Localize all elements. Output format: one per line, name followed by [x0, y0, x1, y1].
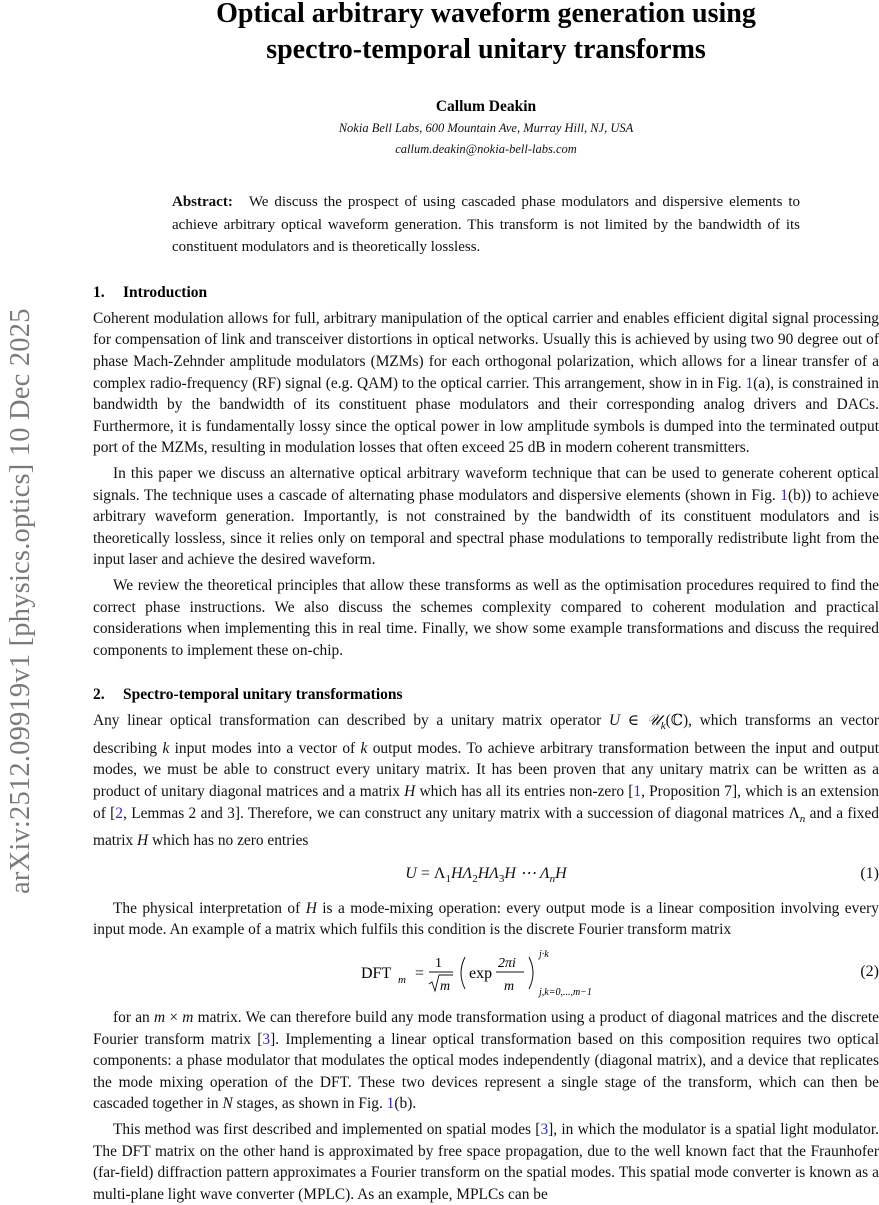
math-symbol: m [153, 1009, 166, 1027]
text-run: which has no zero entries [148, 832, 309, 850]
citation-link[interactable]: 2 [115, 804, 123, 822]
math-symbol: × [165, 1009, 183, 1027]
left-paren [461, 957, 465, 989]
section-heading-unitary-transformations [93, 686, 879, 704]
exp-label: exp [469, 965, 493, 983]
math-symbol: H [555, 864, 567, 882]
text-run: is a mode-mixing operation: every output mode is a linear composition involving every input mode. An example of a matrix which fulfils this condition is the discrete Fourier transform matrix [93, 899, 879, 939]
text-run: , Lemmas 2 and 3]. Therefore, we can construct any unitary matrix with a succession of diagonal matrices Λ [123, 804, 800, 822]
author-affiliation: Nokia Bell Labs, 600 Mountain Ave, Murray Hill, NJ, USA [338, 121, 634, 135]
math-symbol: H [305, 899, 317, 917]
exponent: j·k [539, 949, 549, 961]
paragraph [93, 1007, 879, 1115]
equation-number: (1) [860, 864, 879, 882]
math-symbol: H [404, 783, 416, 801]
equals-sign: = [415, 965, 425, 983]
text-run: stages, as shown in Fig. [232, 1095, 387, 1113]
figure-link[interactable]: 1 [780, 486, 788, 504]
math-symbol: (ℂ) [665, 712, 689, 730]
dft-label: DFT [361, 965, 392, 983]
paragraph [93, 308, 879, 459]
text-run: (b)) to achieve arbitrary waveform generation. Importantly, is not constrained by the bandwidth of its constituent modulators and is theoretically lossless, since it relies only on temporal and spectral phase modulations to temporally redistribute light from the input laser and achieve the desired waveform. [93, 486, 879, 569]
title-line-1: Optical arbitrary waveform generation using [216, 0, 756, 29]
paragraph [93, 1119, 879, 1205]
arxiv-side-identifier: arXiv:2512.09919v1 [physics.optics] 10 Dec 2025 [5, 308, 36, 894]
text-run: output modes. To achieve arbitrary transformation between the input and output modes, we must be able to construct every unitary matrix. It has been proven that any unitary matrix can be written as a product of unitary diagonal matrices and a matrix [93, 739, 879, 801]
paragraph [93, 463, 879, 571]
section-title: Introduction [123, 283, 208, 301]
math-subscript: 1 [445, 872, 451, 885]
sqrt-argument: m [440, 979, 451, 995]
paper-page [93, 0, 879, 1205]
exp-numerator: 2πi [498, 956, 516, 972]
abstract-label: Abstract: [172, 194, 233, 210]
exp-denominator: m [504, 979, 515, 995]
index-range: j,k=0,...,m−1 [539, 987, 592, 999]
dft-formula [361, 943, 661, 1003]
section-heading-introduction [93, 284, 879, 302]
text-run: In this paper we discuss an alternative optical arbitrary waveform technique that can be used to generate coherent optical signals. The technique uses a cascade of alternating phase modulators and dispersive elements (shown in Fig. [93, 464, 879, 504]
math-symbol: ∈ [620, 712, 647, 730]
equation-number: (2) [860, 963, 879, 981]
math-symbol: k [360, 739, 368, 757]
text-run: Any linear optical transformation can described by a unitary matrix operator [93, 712, 609, 730]
text-run: ]. Implementing a linear optical transformation based on this composition requires two optical components: a phase modulator that modulates the optical modes independently (diagonal matrix), and a device that replicates the mode mixing operation of the DFT. These two devices represent a single stage of the transform, which can then be cascaded together in [93, 1030, 879, 1113]
math-symbol: H [137, 832, 149, 850]
math-symbol: k [162, 739, 170, 757]
fraction-numerator: 1 [435, 956, 442, 972]
paper-title [93, 0, 879, 68]
math-symbol: U [405, 864, 417, 882]
section-title: Spectro-temporal unitary transformations [123, 686, 403, 704]
figure-link[interactable]: 1 [386, 1095, 395, 1113]
math-symbol: U [608, 712, 621, 730]
math-symbol: H ⋯ Λ [504, 864, 550, 882]
right-paren [529, 957, 533, 989]
math-symbol: HΛ [477, 864, 499, 882]
paragraph [93, 710, 879, 852]
math-symbol: N [222, 1095, 233, 1113]
math-subscript: k [660, 720, 666, 733]
author-email: callum.deakin@nokia-bell-labs.com [395, 142, 577, 156]
equation-1 [93, 858, 879, 890]
figure-link[interactable]: 1 [745, 374, 754, 392]
section-number: 2. [93, 686, 105, 704]
text-run: This method was first described and implemented on spatial modes [ [113, 1121, 541, 1138]
citation-link[interactable]: 3 [540, 1121, 549, 1138]
text-run: for an [113, 1009, 154, 1027]
dft-subscript: m [398, 974, 406, 987]
equation-2 [93, 943, 879, 1003]
math-subscript: 2 [472, 872, 478, 885]
math-subscript: n [799, 812, 806, 825]
abstract [172, 191, 800, 259]
text-run: matrix. We can therefore build any mode transformation using a product of diagonal matrices and the discrete Fourier transform matrix [ [93, 1009, 879, 1048]
text-run: ], in which the modulator is a spatial light modulator. The DFT matrix on the other hand is approximated by free space propagation, due to the well known fact that the Fraunhofer (far-field) diffraction pattern approximates a Fourier transform on the spatial modes. This spatial mode converter is known as a multi-plane light wave converter (MPLC). As an example, MPLCs can be [93, 1121, 879, 1203]
paragraph: We review the theoretical principles that allow these transforms as well as the optimisation procedures required to find the correct phase instructions. We also discuss the schemes complexity compared to coherent modulation and practical considerations when implementing this in real time. Finally, we show some example transformations and discuss the required components to implement these on-chip. [93, 576, 879, 659]
text-run: (a), is constrained in bandwidth by the bandwidth of its constituent phase modulators and their corresponding analog drivers and DACs. Furthermore, it is fundamentally lossy since the optical power in low amplitude symbols is dumped into the terminated output port of the MZMs, resulting in modulation losses that often exceed 25 dB in modern coherent transmitters. [93, 374, 879, 457]
citation-link[interactable]: 1 [633, 783, 642, 801]
text-run: The physical interpretation of [113, 899, 306, 917]
text-run: and a fixed matrix [93, 804, 879, 850]
math-subscript: 3 [498, 872, 505, 885]
abstract-text: We discuss the prospect of using cascaded phase modulators and dispersive elements to achieve arbitrary optical waveform generation. This transform is not limited by the bandwidth of its constituent modulators and is theoretically lossless. [172, 194, 800, 256]
math-symbol: 𝒰 [646, 712, 661, 730]
text-run: Coherent modulation allows for full, arbitrary manipulation of the optical carrier and enables efficient digital signal processing for compensation of link and transceiver distortions in optical networks. Usually this is achieved by using two 90 degree out of phase Mach-Zehnder amplitude modulators (MZMs) for each orthogonal polarization, which allows for a linear transfer of a complex radio-frequency (RF) signal (e.g. QAM) to the optical carrier. This arrangement, show in in Fig. [93, 309, 879, 392]
title-line-2: spectro-temporal unitary transforms [266, 34, 706, 65]
math-symbol: m [182, 1009, 194, 1027]
citation-link[interactable]: 3 [262, 1030, 271, 1048]
math-symbol: HΛ [450, 864, 473, 882]
author-name: Callum Deakin [435, 98, 537, 115]
math-subscript: n [549, 872, 556, 885]
text-run: , which transforms an vector describing [93, 712, 879, 757]
section-number: 1. [93, 283, 105, 301]
text-run: , Proposition 7], which is an extension of [ [93, 783, 879, 822]
math-symbol: = [416, 864, 434, 882]
text-run: which has all its entries non-zero [ [415, 783, 634, 801]
paragraph [93, 898, 879, 941]
text-run: input modes into a vector of [169, 739, 361, 757]
text-run: (b). [394, 1095, 417, 1113]
math-symbol: Λ [433, 864, 446, 882]
